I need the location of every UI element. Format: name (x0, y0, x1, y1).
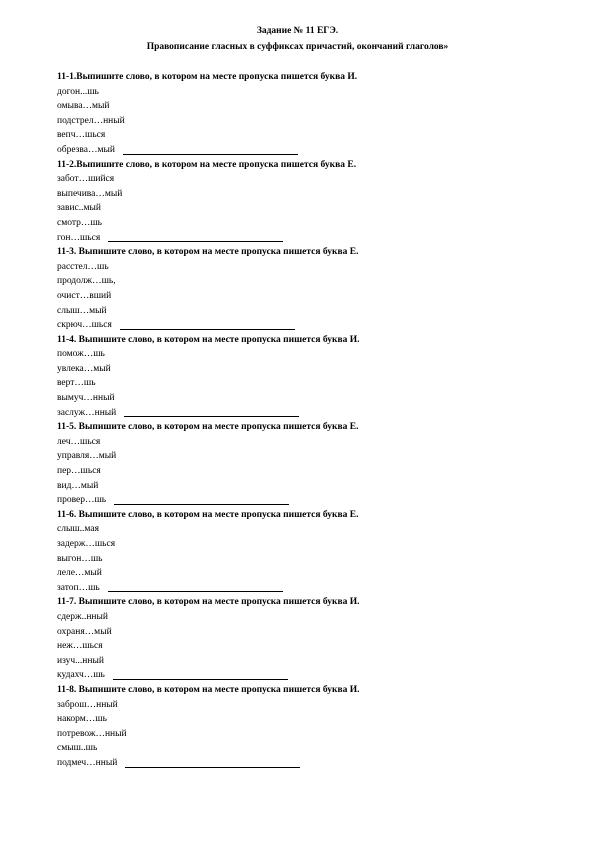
task-block (57, 420, 557, 508)
word-item (57, 99, 557, 114)
word-item (57, 435, 557, 450)
word-item (57, 712, 557, 727)
word-text: расстел…шь (57, 261, 109, 272)
word-item (57, 552, 557, 567)
word-text: продолж…шь, (57, 276, 116, 287)
word-text: изуч...нный (57, 655, 104, 666)
word-item (57, 464, 557, 479)
word-text: догон...шь (57, 86, 99, 97)
word-text: смыш..шь (57, 743, 98, 754)
word-item (57, 201, 557, 216)
word-text: управля…мый (57, 451, 117, 462)
word-text: задерж…шься (57, 539, 116, 549)
word-item (57, 362, 557, 377)
word-item (57, 654, 557, 669)
word-text: подмеч…нный (57, 757, 118, 768)
word-text: слыш…мый (57, 305, 107, 316)
word-text: леч…шься (57, 436, 101, 447)
word-item (57, 318, 557, 333)
word-item (57, 741, 557, 756)
task-list (57, 70, 557, 771)
task-heading: 11-3. Выпишите слово, в котором на месте пропуска пишется буква Е. (57, 247, 359, 258)
task-block (57, 333, 557, 421)
task-heading: 11-1.Выпишите слово, в котором на месте пропуска пишется буква И. (57, 72, 358, 82)
answer-line[interactable] (108, 590, 283, 592)
word-text: завис..мый (57, 203, 101, 214)
page-subtitle: Правописание гласных в суффиксах причастий, окончаний глаголов» (146, 42, 449, 52)
word-text: смотр…шь (57, 217, 103, 228)
word-item (57, 216, 557, 231)
worksheet-header (0, 24, 595, 54)
answer-line[interactable] (125, 766, 300, 768)
word-item (57, 727, 557, 742)
word-item (57, 449, 557, 464)
word-item (57, 493, 557, 508)
word-item (57, 187, 557, 202)
word-text: заброш…нный (57, 699, 118, 710)
word-text: очист…вший (57, 290, 112, 301)
word-text: обрезва…мый (57, 144, 115, 155)
word-text: вымуч…нный (57, 393, 115, 404)
word-item (57, 128, 557, 143)
task-block (57, 508, 557, 596)
word-item (57, 668, 557, 683)
word-text: скрюч…шься (57, 320, 112, 331)
word-text: слыш..мая (57, 524, 99, 535)
word-item (57, 376, 557, 391)
word-item (57, 143, 557, 158)
word-text: выпечива…мый (57, 188, 123, 199)
answer-line[interactable] (120, 328, 295, 330)
word-text: кудахч…шь (57, 670, 105, 681)
answer-line[interactable] (113, 678, 288, 680)
word-item (57, 274, 557, 289)
task-block (57, 595, 557, 683)
word-text: подстрел…нный (57, 115, 125, 126)
task-heading: 11-4. Выпишите слово, в котором на месте пропуска пишется буква И. (57, 334, 360, 345)
word-item (57, 114, 557, 129)
task-heading: 11-6. Выпишите слово, в котором на месте пропуска пишется буква Е. (57, 509, 359, 520)
task-block (57, 158, 557, 246)
word-text: охраня…мый (57, 626, 112, 637)
word-item (57, 479, 557, 494)
task-block (57, 70, 557, 158)
word-item (57, 391, 557, 406)
task-heading: 11-5. Выпишите слово, в котором на месте пропуска пишется буква Е. (57, 422, 359, 433)
word-item (57, 581, 557, 596)
word-text: верт…шь (57, 378, 96, 389)
word-item (57, 756, 557, 771)
word-text: накорм…шь (57, 714, 107, 725)
word-text: потревож…нный (57, 728, 127, 739)
word-item (57, 406, 557, 421)
word-text: заслуж…нный (57, 407, 117, 418)
answer-line[interactable] (114, 503, 289, 505)
word-text: вепч…шься (57, 130, 106, 141)
task-heading: 11-8. Выпишите слово, в котором на месте пропуска пишется буква И. (57, 684, 360, 695)
word-text: вид…мый (57, 480, 99, 491)
task-heading: 11-7. Выпишите слово, в котором на месте пропуска пишется буква И. (57, 597, 360, 608)
word-text: забот…шийся (57, 174, 115, 185)
answer-line[interactable] (123, 153, 298, 155)
task-block (57, 683, 557, 771)
word-item (57, 260, 557, 275)
word-item (57, 172, 557, 187)
word-text: увлека…мый (57, 363, 111, 374)
word-item (57, 85, 557, 100)
word-text: сдерж..нный (57, 611, 108, 622)
word-item (57, 537, 557, 552)
task-block (57, 245, 557, 333)
word-item (57, 639, 557, 654)
answer-line[interactable] (108, 240, 283, 242)
word-item (57, 231, 557, 246)
word-text: леле…мый (57, 568, 102, 579)
word-text: выгон…шь (57, 553, 103, 564)
word-item (57, 289, 557, 304)
word-text: помож…шь (57, 349, 105, 360)
task-heading: 11-2.Выпишите слово, в котором на месте пропуска пишется буква Е. (57, 159, 357, 170)
word-item (57, 566, 557, 581)
word-text: неж…шься (57, 641, 103, 652)
word-item (57, 610, 557, 625)
page-title: Задание № 11 ЕГЭ. (256, 26, 339, 36)
word-item (57, 304, 557, 319)
word-text: омыва…мый (57, 101, 110, 112)
word-text: пер…шься (57, 466, 101, 477)
word-item (57, 522, 557, 537)
word-text: провер…шь (57, 495, 107, 506)
word-text: затоп…шь (57, 582, 100, 593)
word-item (57, 698, 557, 713)
word-item (57, 347, 557, 362)
word-text: гон…шься (57, 232, 101, 243)
answer-line[interactable] (124, 415, 299, 417)
word-item (57, 625, 557, 640)
